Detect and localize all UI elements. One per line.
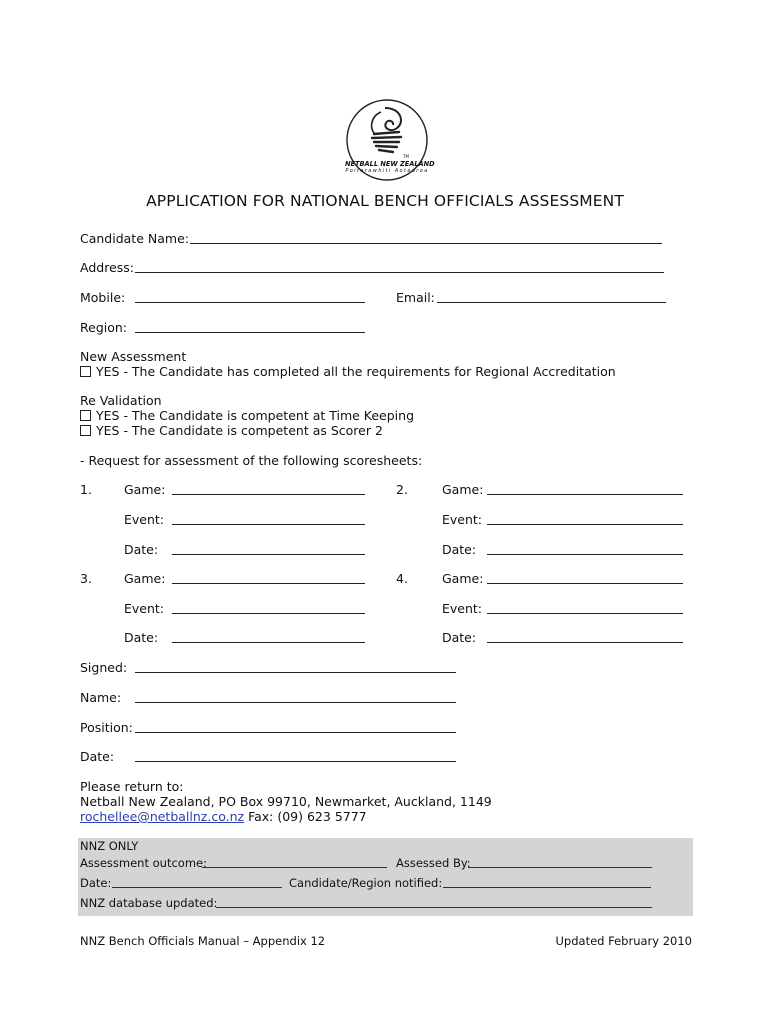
- scoresheet-2-number: 2.: [396, 482, 408, 497]
- scoresheet-4-number: 4.: [396, 571, 408, 586]
- candidate-notified-label: Candidate/Region notified:: [289, 876, 443, 890]
- scoresheet-4-date-field[interactable]: [487, 642, 683, 643]
- scoresheet-1-date-label: Date:: [124, 542, 159, 557]
- re-validation-heading: Re Validation: [80, 393, 162, 408]
- scoresheet-4-event-label: Event:: [442, 601, 483, 616]
- signature-date-field[interactable]: [135, 761, 456, 762]
- footer-right: Updated February 2010: [555, 934, 692, 948]
- signed-label: Signed:: [80, 660, 128, 675]
- signed-field[interactable]: [135, 672, 456, 673]
- new-assessment-heading: New Assessment: [80, 349, 187, 364]
- scoresheet-1-date-field[interactable]: [172, 554, 365, 555]
- logo-tm: TM: [403, 154, 409, 159]
- signature-date-label: Date:: [80, 749, 115, 764]
- name-label: Name:: [80, 690, 122, 705]
- email-field[interactable]: [437, 302, 666, 303]
- scoresheet-1-event-field[interactable]: [172, 524, 365, 525]
- assessed-by-label: Assessed By:: [396, 856, 471, 870]
- region-field[interactable]: [135, 332, 365, 333]
- return-heading: Please return to:: [80, 779, 184, 794]
- nnz-only-heading: NNZ ONLY: [80, 839, 139, 853]
- position-label: Position:: [80, 720, 133, 735]
- region-label: Region:: [80, 320, 128, 335]
- scoresheet-3-date-field[interactable]: [172, 642, 365, 643]
- email-label: Email:: [396, 290, 435, 305]
- return-fax: Fax: (09) 623 5777: [244, 809, 367, 824]
- logo-name: NETBALL NEW ZEALAND: [345, 160, 435, 168]
- candidate-notified-field[interactable]: [443, 887, 651, 888]
- mobile-label: Mobile:: [80, 290, 126, 305]
- scoresheet-4-date-label: Date:: [442, 630, 477, 645]
- return-address: Netball New Zealand, PO Box 99710, Newmarket, Auckland, 1149: [80, 794, 492, 809]
- timekeeping-text: - The Candidate is competent at Time Keeping: [119, 408, 415, 423]
- scoresheet-1-game-label: Game:: [124, 482, 166, 497]
- scoresheet-4-game-field[interactable]: [487, 583, 683, 584]
- request-text: - Request for assessment of the following scoresheets:: [80, 453, 423, 468]
- assessed-by-field[interactable]: [468, 867, 652, 868]
- scoresheet-1-game-field[interactable]: [172, 494, 365, 495]
- scoresheet-2-event-field[interactable]: [487, 524, 683, 525]
- scoresheet-2-game-label: Game:: [442, 482, 484, 497]
- revalidation-option-timekeeping: [80, 408, 414, 423]
- assessment-outcome-label: Assessment outcome:: [80, 856, 207, 870]
- scoresheet-1-event-label: Event:: [124, 512, 165, 527]
- scoresheet-1-number: 1.: [80, 482, 92, 497]
- scoresheet-3-number: 3.: [80, 571, 92, 586]
- database-updated-field[interactable]: [216, 907, 652, 908]
- new-assessment-option: [80, 364, 616, 379]
- scoresheet-3-game-field[interactable]: [172, 583, 365, 584]
- scoresheet-2-date-label: Date:: [442, 542, 477, 557]
- scoresheet-3-event-label: Event:: [124, 601, 165, 616]
- scoresheet-2-game-field[interactable]: [487, 494, 683, 495]
- netball-nz-logo: [341, 98, 433, 190]
- scoresheet-2-date-field[interactable]: [487, 554, 683, 555]
- nnz-date-field[interactable]: [112, 887, 282, 888]
- page-title: APPLICATION FOR NATIONAL BENCH OFFICIALS ASSESSMENT: [146, 192, 624, 210]
- logo-emblem-icon: [341, 98, 433, 190]
- nnz-date-label: Date:: [80, 876, 112, 890]
- address-label: Address:: [80, 260, 134, 275]
- revalidation-option-scorer: [80, 423, 383, 438]
- assessment-outcome-field[interactable]: [202, 867, 387, 868]
- return-contact: [80, 809, 367, 824]
- name-field[interactable]: [135, 702, 456, 703]
- scoresheet-4-event-field[interactable]: [487, 613, 683, 614]
- candidate-name-label: Candidate Name:: [80, 231, 189, 246]
- scoresheet-4-game-label: Game:: [442, 571, 484, 586]
- new-assessment-checkbox[interactable]: [80, 366, 91, 377]
- database-updated-label: NNZ database updated:: [80, 896, 218, 910]
- address-field[interactable]: [135, 272, 664, 273]
- position-field[interactable]: [135, 732, 456, 733]
- logo-tagline: Poitarawhiti Aotearoa: [345, 168, 429, 174]
- new-assessment-yes: YES: [96, 364, 120, 379]
- scoresheet-2-event-label: Event:: [442, 512, 483, 527]
- candidate-name-field[interactable]: [190, 243, 662, 244]
- scorer-text: - The Candidate is competent as Scorer 2: [119, 423, 383, 438]
- timekeeping-checkbox[interactable]: [80, 410, 91, 421]
- scoresheet-3-date-label: Date:: [124, 630, 159, 645]
- scorer-yes: YES: [96, 423, 120, 438]
- footer-left: NNZ Bench Officials Manual – Appendix 12: [80, 934, 326, 948]
- scoresheet-3-event-field[interactable]: [172, 613, 365, 614]
- scorer-checkbox[interactable]: [80, 425, 91, 436]
- timekeeping-yes: YES: [96, 408, 120, 423]
- new-assessment-text: - The Candidate has completed all the requirements for Regional Accreditation: [119, 364, 616, 379]
- scoresheet-3-game-label: Game:: [124, 571, 166, 586]
- mobile-field[interactable]: [135, 302, 365, 303]
- return-email-link[interactable]: rochellee@netballnz.co.nz: [80, 809, 245, 824]
